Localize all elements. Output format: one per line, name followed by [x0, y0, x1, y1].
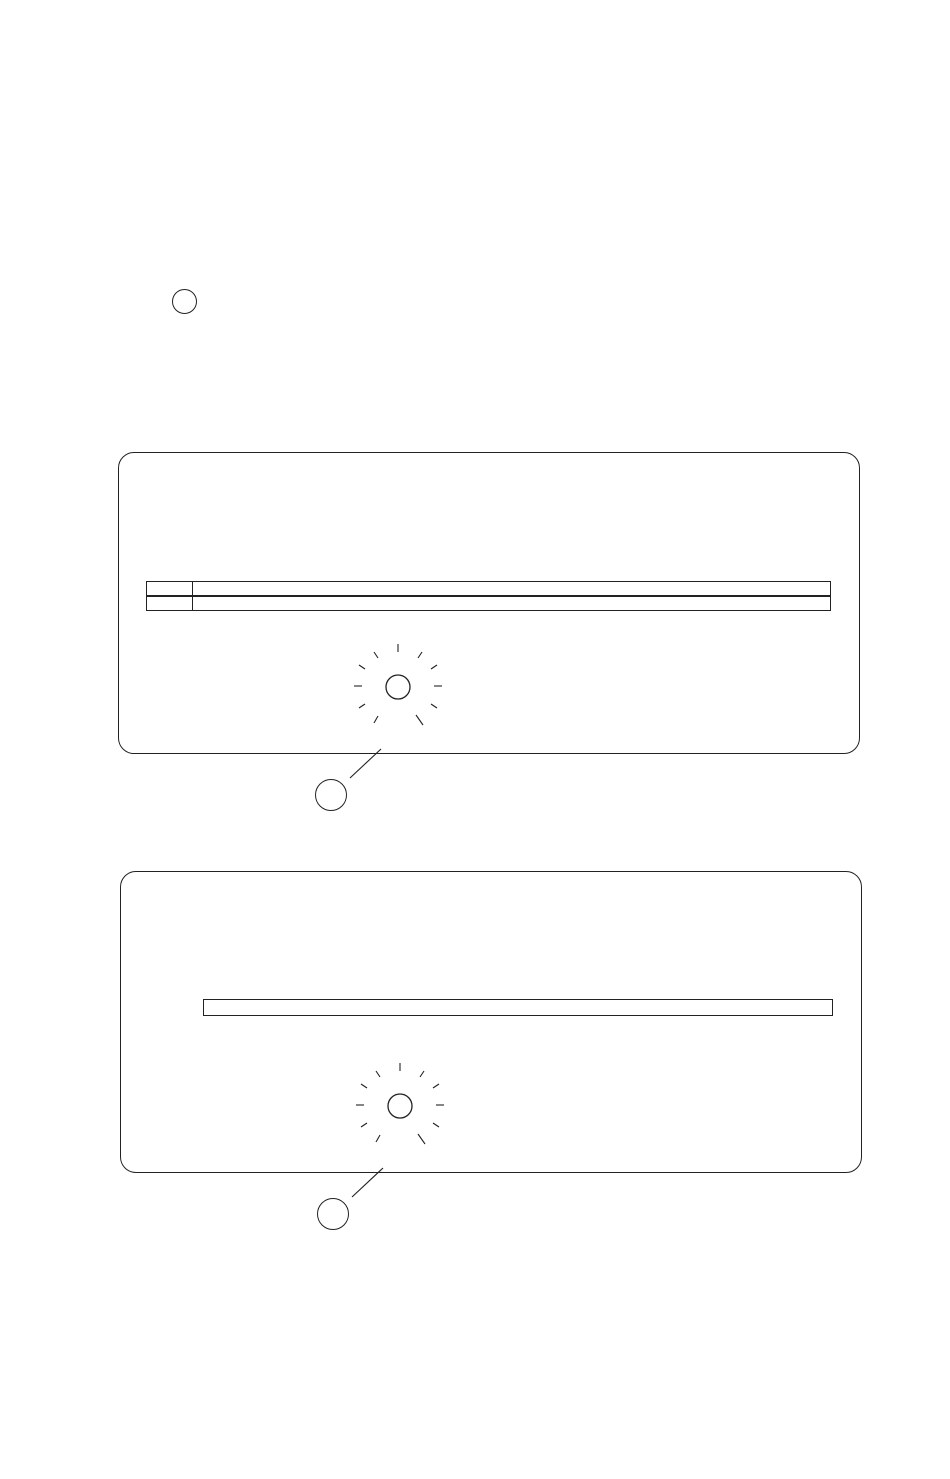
- header-band: [0, 0, 950, 68]
- footer-band: [0, 1462, 950, 1479]
- timer-ref-badge: [172, 289, 197, 314]
- ref-badge-30: [317, 1198, 349, 1230]
- dial-knob: [386, 675, 410, 699]
- timer-dial-1: [340, 620, 460, 750]
- dial-ticks: [352, 1063, 444, 1197]
- fuse-panel-2: [120, 871, 862, 1173]
- timer-dial-2: [342, 1039, 462, 1169]
- fuse-rating-row: [203, 999, 833, 1016]
- dial-ticks: [350, 644, 442, 778]
- ref-badge-30: [315, 779, 347, 811]
- timer-heading: [168, 287, 205, 314]
- fuse-rating-row-110v: [146, 581, 831, 596]
- dial-knob: [388, 1094, 412, 1118]
- fuse-rating-row-220v: [146, 596, 831, 611]
- voltage-divider: [192, 581, 193, 610]
